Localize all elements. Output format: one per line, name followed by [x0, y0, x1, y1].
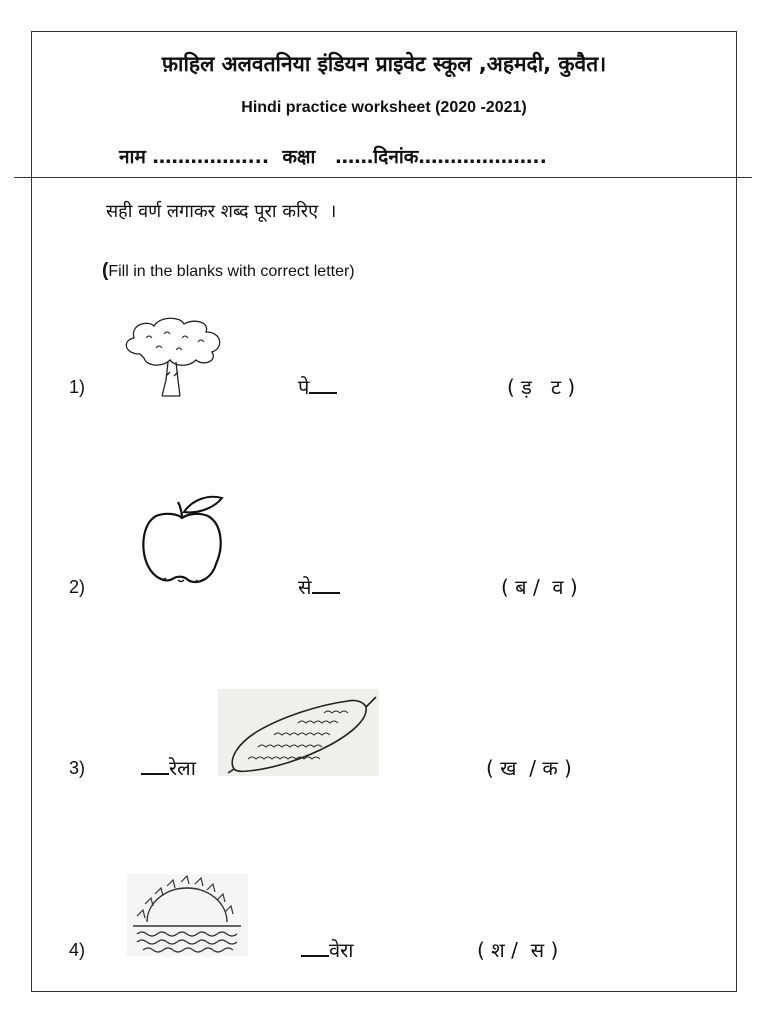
- bitter-gourd-icon: [218, 689, 379, 776]
- question-1-prefix: पे: [298, 375, 310, 399]
- question-3-choices: ( ख / क ): [486, 756, 572, 780]
- name-class-date-line: नाम ……………... कक्षा ……दिनांक………………..: [119, 146, 547, 168]
- sunrise-icon: [127, 874, 248, 956]
- question-3-word: [141, 754, 196, 781]
- instruction-english: [102, 260, 355, 282]
- question-3-number: 3): [69, 758, 86, 778]
- question-1-blank: [309, 374, 337, 394]
- question-1-word: [298, 373, 337, 400]
- question-2-prefix: से: [298, 575, 312, 599]
- tree-icon: [118, 316, 230, 400]
- instruction-open-paren: (: [102, 260, 109, 281]
- question-2-blank: [312, 574, 340, 594]
- question-1-choices: ( ड़ ट ): [507, 375, 576, 399]
- instruction-hindi: सही वर्ण लगाकर शब्द पूरा करिए ।: [106, 201, 337, 222]
- question-2-word: [298, 573, 340, 600]
- instruction-english-text: Fill in the blanks with correct letter): [108, 263, 355, 280]
- question-4-number: 4): [69, 940, 86, 960]
- question-4-suffix: वेरा: [329, 938, 354, 962]
- worksheet-title: Hindi practice worksheet (2020 -2021): [241, 99, 527, 116]
- worksheet-border: [31, 31, 737, 992]
- header-divider: [14, 177, 752, 178]
- question-4-word: [301, 936, 353, 963]
- question-4-choices: ( श / स ): [477, 938, 559, 962]
- question-4-blank: [301, 937, 329, 957]
- question-1-number: 1): [69, 377, 86, 397]
- school-name: फ़ाहिल अलवतनिया इंडियन प्राइवेट स्कूल ,अहमदी, कुवैत।: [161, 52, 607, 76]
- question-2-choices: ( ब / व ): [501, 575, 578, 599]
- question-2-number: 2): [69, 577, 86, 597]
- question-3-blank: [141, 755, 169, 775]
- apple-icon: [138, 494, 228, 586]
- question-3-suffix: रेला: [169, 756, 196, 780]
